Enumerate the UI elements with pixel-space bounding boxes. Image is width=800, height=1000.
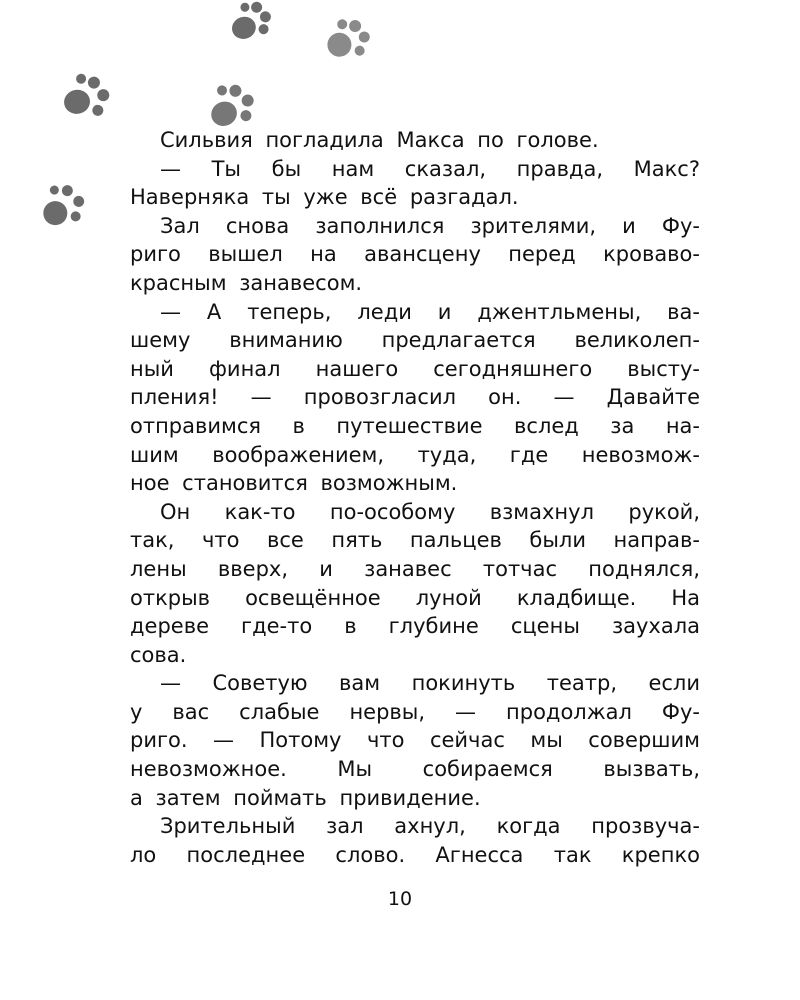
text-line: открыв освещённое луной кладбище. На [130, 585, 700, 610]
text-line: дереве где-то в глубине сцены заухала [130, 614, 700, 639]
text-line: отправимся в путешествие вслед за на- [130, 413, 700, 438]
paragraph [130, 812, 700, 869]
paw-print-icon [32, 180, 94, 230]
page-number: 10 [387, 888, 413, 910]
text-line: Зрительный зал ахнул, когда прозвуча- [160, 814, 700, 839]
text-line: сова. [130, 642, 187, 667]
text-line: а затем поймать привидение. [130, 785, 481, 810]
text-line: ное становится возможным. [130, 471, 458, 496]
text-line: Зал снова заполнился зрителями, и Фу- [160, 213, 700, 238]
paw-print-icon [220, 0, 282, 42]
text-line: шему вниманию предлагается великолеп- [130, 328, 700, 353]
text-line: Он как-то по-особому взмахнул рукой, [160, 499, 700, 524]
paragraph [130, 126, 700, 155]
text-line: ло последнее слово. Агнесса так крепко [130, 842, 700, 867]
paragraph [130, 212, 700, 298]
text-line: так, что все пять пальцев были направ- [130, 528, 700, 553]
text-line: красным занавесом. [130, 270, 363, 295]
paragraph [130, 298, 700, 498]
text-line: шим воображением, туда, где невозмож- [130, 442, 700, 467]
text-line: — Советую вам покинуть театр, если [160, 671, 700, 696]
paragraph [130, 155, 700, 212]
text-line: Сильвия погладила Макса по голове. [160, 128, 599, 152]
text-line: риго. — Потому что сейчас мы совершим [130, 728, 700, 753]
text-line: лены вверх, и занавес тотчас поднялся, [130, 556, 700, 581]
text-line: Наверняка ты уже всё разгадал. [130, 185, 519, 210]
paw-print-icon [318, 14, 380, 62]
text-line: ный финал нашего сегодняшнего высту- [130, 356, 700, 381]
paw-print-icon [56, 70, 118, 120]
text-line: риго вышел на авансцену перед кроваво- [130, 242, 700, 267]
text-line: у вас слабые нервы, — продолжал Фу- [130, 699, 700, 724]
text-line: — А теперь, леди и джентльмены, ва- [160, 299, 700, 324]
text-line: — Ты бы нам сказал, правда, Макс? [160, 156, 700, 181]
paragraph [130, 669, 700, 812]
text-line: невозможное. Мы собираемся вызвать, [130, 757, 700, 782]
paw-print-icon [200, 80, 262, 130]
page-text [130, 126, 700, 869]
text-line: пления! — провозгласил он. — Давайте [130, 385, 700, 410]
paragraph [130, 498, 700, 670]
